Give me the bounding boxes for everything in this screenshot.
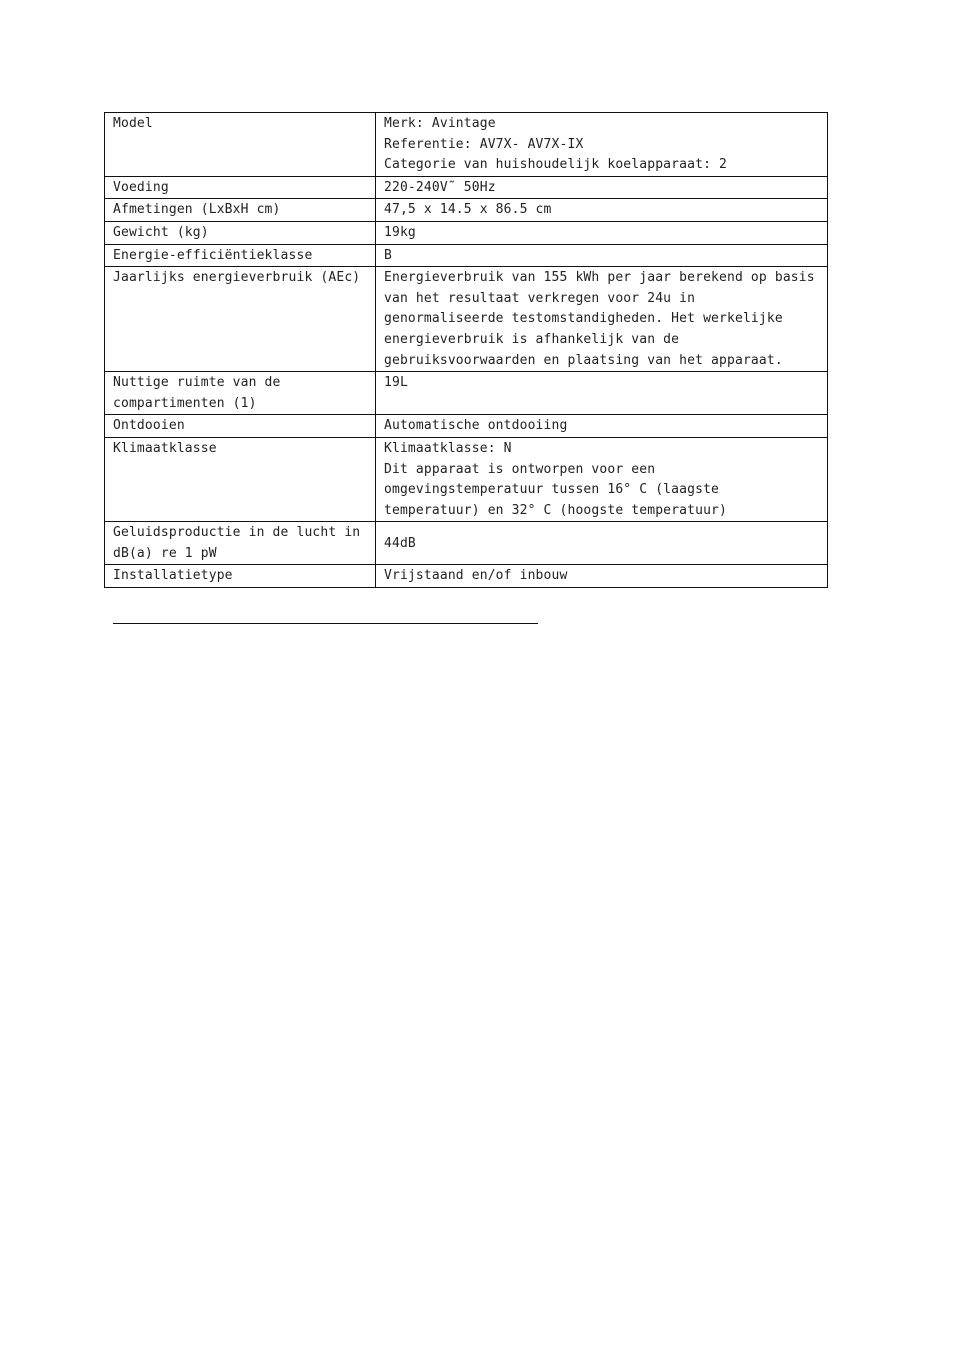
- row-label: Model: [105, 113, 376, 177]
- row-value: 47,5 x 14.5 x 86.5 cm: [376, 199, 828, 222]
- row-value: 19kg: [376, 221, 828, 244]
- row-value: Vrijstaand en/of inbouw: [376, 565, 828, 588]
- row-value: 220-240V˜ 50Hz: [376, 176, 828, 199]
- row-value: Merk: Avintage Referentie: AV7X- AV7X-IX Categorie van huishoudelijk koelapparaat: 2: [376, 113, 828, 177]
- spec-table: [104, 112, 828, 588]
- table-row-energieverbruik: [105, 267, 828, 372]
- row-value: Automatische ontdooiing: [376, 415, 828, 438]
- row-value: B: [376, 244, 828, 267]
- table-row-klimaatklasse: [105, 437, 828, 521]
- table-row-gewicht: [105, 221, 828, 244]
- row-label: Ontdooien: [105, 415, 376, 438]
- row-label: Afmetingen (LxBxH cm): [105, 199, 376, 222]
- table-row-afmetingen: [105, 199, 828, 222]
- table-row-voeding: [105, 176, 828, 199]
- table-row-nuttige-ruimte: [105, 372, 828, 415]
- row-value: 44dB: [376, 522, 828, 565]
- row-label: Installatietype: [105, 565, 376, 588]
- table-row-ontdooien: [105, 415, 828, 438]
- table-row-energieklasse: [105, 244, 828, 267]
- row-label: Geluidsproductie in de lucht in dB(a) re 1 pW: [105, 522, 376, 565]
- table-row-geluidsproductie: [105, 522, 828, 565]
- row-label: Gewicht (kg): [105, 221, 376, 244]
- row-label: Klimaatklasse: [105, 437, 376, 521]
- footnote-separator: [113, 623, 538, 624]
- row-value: 19L: [376, 372, 828, 415]
- row-label: Energie-efficiëntieklasse: [105, 244, 376, 267]
- row-value: Klimaatklasse: N Dit apparaat is ontworpen voor een omgevingstemperatuur tussen 16° C (laagste temperatuur) en 32° C (hoogste temperatuur): [376, 437, 828, 521]
- row-label: Nuttige ruimte van de compartimenten (1): [105, 372, 376, 415]
- row-value: Energieverbruik van 155 kWh per jaar berekend op basis van het resultaat verkregen voor 24u in genormaliseerde testomstandigheden. Het werkelijke energieverbruik is afhankelijk van de gebruiksvoorwaarden en plaatsing van het apparaat.: [376, 267, 828, 372]
- row-label: Jaarlijks energieverbruik (AEc): [105, 267, 376, 372]
- row-label: Voeding: [105, 176, 376, 199]
- table-row-installatietype: [105, 565, 828, 588]
- table-row-model: [105, 113, 828, 177]
